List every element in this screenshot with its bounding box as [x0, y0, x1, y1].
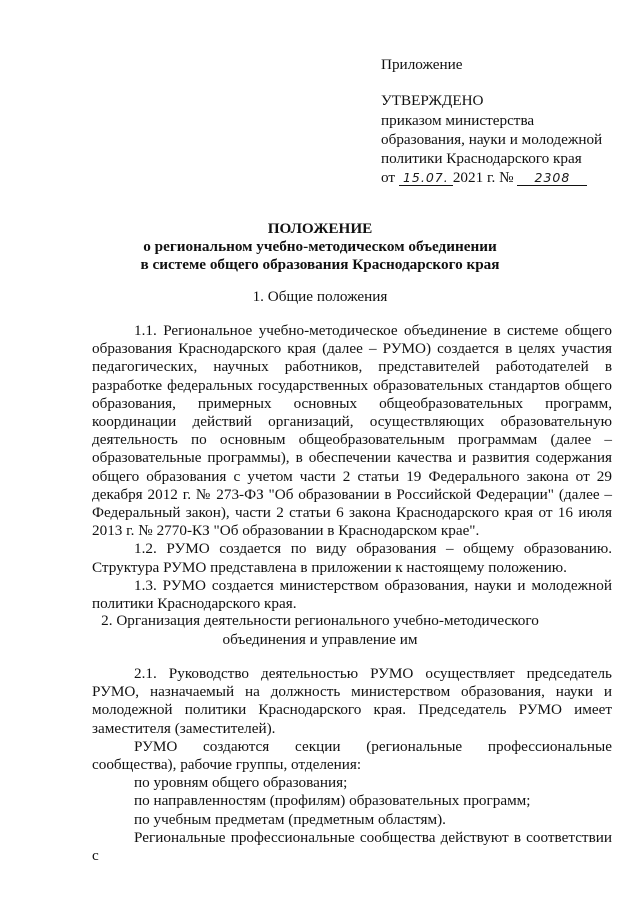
sections-list: [92, 774, 612, 829]
list-item: по уровням общего образования;: [134, 774, 348, 792]
section-2-title-1: 2. Организация деятельности регионального учебно-методического: [101, 612, 539, 629]
date-prefix: от: [381, 169, 396, 187]
approval-date-line: [381, 168, 621, 187]
list-item: по учебным предметам (предметным областям).: [134, 810, 446, 828]
approved-label: УТВЕРЖДЕНО: [381, 92, 484, 110]
paragraph-2-2: РУМО создаются секции (региональные профессиональные сообщества), рабочие группы, отделения:: [92, 737, 612, 774]
section-2-body: [92, 665, 612, 865]
section-2-title-2: объединения и управление им: [222, 631, 418, 648]
approval-line-3: политики Краснодарского края: [381, 150, 582, 168]
approval-line-1: приказом министерства: [381, 111, 535, 129]
document-subtitle-1: о региональном учебно-методическом объединении: [143, 238, 497, 255]
document-title: ПОЛОЖЕНИЕ: [267, 220, 373, 237]
section-1-body: [92, 322, 612, 613]
approval-line-2: образования, науки и молодежной: [381, 130, 603, 148]
handwritten-number: 2308: [534, 170, 571, 186]
section-1-title: 1. Общие положения: [252, 288, 388, 305]
date-field: [399, 168, 453, 186]
handwritten-date: 15.07.: [402, 170, 449, 186]
document-subtitle-2: в системе общего образования Краснодарского края: [140, 256, 500, 273]
paragraph-1-1: 1.1. Региональное учебно-методическое объединение в системе общего образования Краснодарского края (далее – РУМО) создается в целях участия педагогических, научных работников, представителей работодателей в разработке федеральных государственных образовательных стандартов общего образования, примерных основных общеобразовательных программ, координации действий организаций, осуществляющих образовательную деятельность по основным общеобразовательным программам (далее – образовательные программы), в обеспечении качества и развития содержания общего образования с учетом части 2 статьи 19 Федерального закона от 29 декабря 2012 г. № 273-ФЗ "Об образовании в Российской Федерации" (далее – Федеральный закон), части 2 статьи 6 закона Краснодарского края от 16 июля 2013 г. № 2770-КЗ "Об образовании в Краснодарском крае".: [92, 322, 612, 540]
appendix-label: Приложение: [381, 56, 463, 73]
paragraph-1-3: 1.3. РУМО создается министерством образования, науки и молодежной политики Краснодарского края.: [92, 576, 612, 613]
year-number-label: 2021 г. №: [452, 169, 514, 187]
approval-block: [381, 55, 621, 188]
number-field: [517, 168, 587, 186]
list-item: по направленностям (профилям) образовательных программ;: [134, 792, 531, 810]
paragraph-1-2: 1.2. РУМО создается по виду образования – общему образованию. Структура РУМО представлена в приложении к настоящему положению.: [92, 540, 612, 576]
paragraph-2-3: Региональные профессиональные сообщества действуют в соответствии с: [92, 828, 612, 865]
paragraph-2-1: 2.1. Руководство деятельностью РУМО осуществляет председатель РУМО, назначаемый на должность министерством образования, науки и молодежной политики Краснодарского края. Председатель РУМО имеет заместителя (заместителей).: [92, 665, 612, 737]
